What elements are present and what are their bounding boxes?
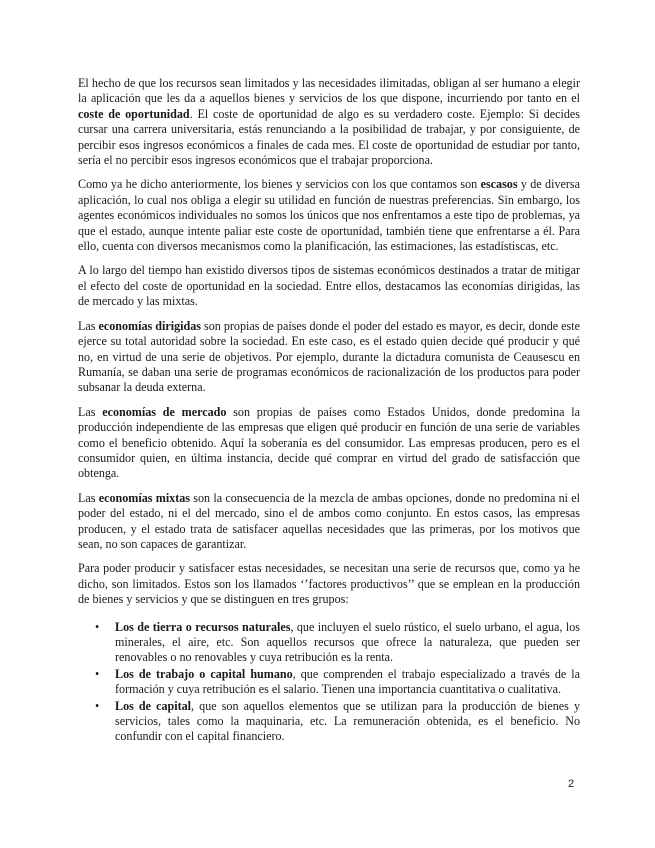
paragraph-text: A lo largo del tiempo han existido diversos tipos de sistemas económicos destinados a tratar de mitigar el efecto del coste de oportunidad en la sociedad. Entre ellos, destacamos las economías dirigidas, las de mercado y las mixtas.	[78, 263, 580, 309]
bullet-icon: •	[95, 698, 100, 713]
paragraph-productive-factors	[78, 561, 580, 607]
paragraph-text: Las	[78, 404, 103, 419]
paragraph-opportunity-cost	[78, 76, 580, 168]
paragraph-text: son la consecuencia de la mezcla de ambas opciones, donde no predomina ni el poder del estado, ni el del mercado, sino el de ambos como conjunto. En estos casos, las empresas producen, y el estado trata de satisfacer aquellas necesidades que las primeras, por los motivos que sean, no son capaces de garantizar.	[78, 490, 580, 551]
bullet-icon: •	[95, 666, 100, 681]
document-page	[78, 76, 580, 746]
list-item-text: , que son aquellos elementos que se utilizan para la producción de bienes y servicios, tales como la maquinaria, etc. La remuneración obtenida, es el beneficio. No confundir con el capital financiero.	[115, 698, 580, 744]
paragraph-text: y de diversa aplicación, lo cual nos obliga a elegir su utilidad en función de nuestras preferencias. Sin embargo, los agentes económicos individuales no somos los únicos que nos enfrentamos a este tipo de problemas, ya que el estado, aunque intente paliar este coste de oportunidad, también tiene que enfrentarse a él. Para ello, cuenta con diversos mecanismos como la planificación, las estimaciones, las estadístiscas, etc.	[78, 177, 580, 254]
list-item-text: , que incluyen el suelo rústico, el suelo urbano, el agua, los minerales, el aire, etc. Son aquellos recursos que ofrece la naturaleza, que pueden ser renovables o no renovables y cuya retribución es la renta.	[115, 619, 580, 665]
paragraph-text: El hecho de que los recursos sean limitados y las necesidades ilimitadas, obligan al ser humano a elegir la aplicación que les da a aquellos bienes y servicios de los que dispone, incurriendo por tanto en el	[78, 76, 580, 106]
paragraph-text: son propias de países como Estados Unidos, donde predomina la producción independiente de las empresas que eligen qué producir en función de una serie de variables como el beneficio obtenido. Aquí la soberanía es del consumidor. Las empresas producen, pero es el consumidor quien, en última instancia, decide qué comprar en virtud del grado de satisfacción que obtenga.	[78, 404, 580, 481]
paragraph-scarce-goods	[78, 177, 580, 254]
paragraph-market-economies	[78, 405, 580, 482]
page-number: 2	[568, 778, 575, 790]
paragraph-directed-economies	[78, 319, 580, 396]
factors-list	[78, 620, 580, 745]
bullet-icon: •	[95, 619, 100, 634]
list-item	[78, 699, 580, 745]
paragraph-text: Las	[78, 490, 99, 505]
bold-term: economías de mercado	[102, 404, 227, 419]
paragraph-text: Como ya he dicho anteriormente, los bienes y servicios con los que contamos son	[78, 177, 481, 192]
list-item	[78, 620, 580, 666]
list-item-text: , que comprenden el trabajo especializado a través de la formación y cuya retribución es el salario. Tienen una importancia cuantitativa o cualitativa.	[115, 666, 580, 697]
paragraph-mixed-economies	[78, 491, 580, 553]
bold-term: economías mixtas	[98, 490, 191, 505]
list-item-title: Los de tierra o recursos naturales	[115, 619, 291, 634]
paragraph-text: Las	[78, 318, 99, 333]
paragraph-text: son propias de países donde el poder del estado es mayor, es decir, donde este ejerce su total autoridad sobre la sociedad. En este caso, es el estado quien decide qué producir y qué no, en virtud de una serie de objetivos. Por ejemplo, durante la dictadura comunista de Ceausescu en Rumanía, se daban una serie de programas económicos de racionalización de los productos para poder subsanar la deuda externa.	[78, 318, 580, 395]
list-item-title: Los de trabajo o capital humano	[115, 666, 293, 681]
list-item	[78, 667, 580, 698]
bold-term: coste de oportunidad	[78, 106, 190, 121]
bold-term: escasos	[480, 177, 518, 192]
paragraph-text: Para poder producir y satisfacer estas necesidades, se necesitan una serie de recursos que, como ya he dicho, son limitados. Estos son los llamados ‘’factores productivos’’ que se emplean en la producción de bienes y servicios y que se distinguen en tres grupos:	[78, 561, 580, 607]
paragraph-text: . El coste de oportunidad de algo es su verdadero coste. Ejemplo: Si decides cursar una carrera universitaria, estás renunciando a la posibilidad de trabajar, y por consiguiente, de percibir esos ingresos económicos a finales de cada mes. El coste de oportunidad de estudiar por tanto, sería el no percibir esos ingresos económicos que el trabajar proporciona.	[78, 106, 581, 168]
bold-term: economías dirigidas	[98, 318, 201, 333]
paragraph-economic-systems	[78, 263, 580, 309]
list-item-title: Los de capital	[115, 698, 192, 713]
